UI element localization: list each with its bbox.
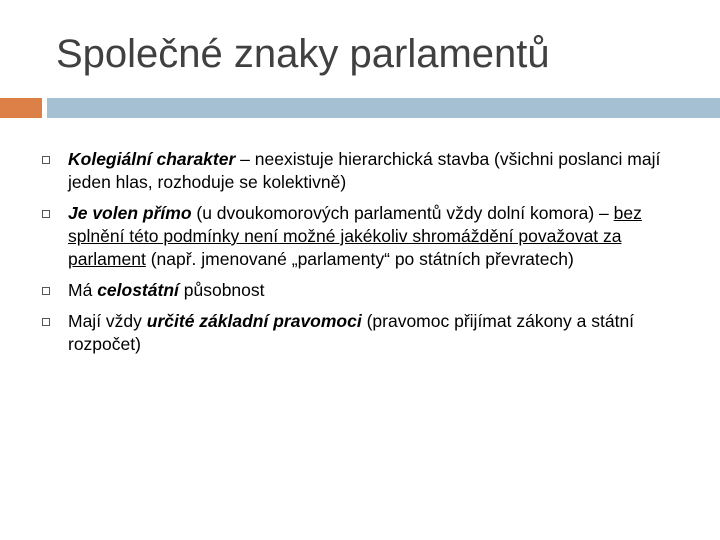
bullet-text: působnost bbox=[178, 280, 265, 300]
slide-title: Společné znaky parlamentů bbox=[56, 32, 550, 76]
bullet-text: (pravomoc přijímat zákony a státní rozpočet) bbox=[68, 311, 635, 354]
bullet-text: Má bbox=[68, 280, 98, 300]
bullet-text: – neexistuje hierarchická stavba (všichni poslanci mají jeden hlas, rozhoduje se kolektivně) bbox=[68, 149, 661, 192]
bullet-item-direct-election bbox=[42, 202, 692, 271]
square-outline-icon bbox=[42, 287, 50, 295]
bullet-emphasis: určité základní pravomoci bbox=[146, 311, 362, 331]
bullet-text: (např. jmenované „parlamenty“ po státních převratech) bbox=[145, 249, 574, 269]
bullet-text: (u dvoukomorových parlamentů vždy dolní komora) – bbox=[191, 203, 614, 223]
square-outline-icon bbox=[42, 156, 50, 164]
bullet-emphasis: celostátní bbox=[97, 280, 179, 300]
bullet-list bbox=[42, 148, 692, 364]
accent-bar-left bbox=[0, 98, 42, 118]
bullet-item-powers bbox=[42, 310, 692, 356]
bullet-lead: Kolegiální charakter bbox=[68, 149, 236, 169]
bullet-lead: Je volen přímo bbox=[68, 203, 192, 223]
square-outline-icon bbox=[42, 210, 50, 218]
bullet-item-collegial bbox=[42, 148, 692, 194]
accent-bar-right bbox=[47, 98, 720, 118]
bullet-item-nationwide bbox=[42, 279, 692, 302]
bullet-text: Mají vždy bbox=[68, 311, 147, 331]
bullet-underlined-text: bez splnění této podmínky není možné jakékoliv shromáždění považovat za parlament bbox=[68, 203, 642, 269]
square-outline-icon bbox=[42, 318, 50, 326]
